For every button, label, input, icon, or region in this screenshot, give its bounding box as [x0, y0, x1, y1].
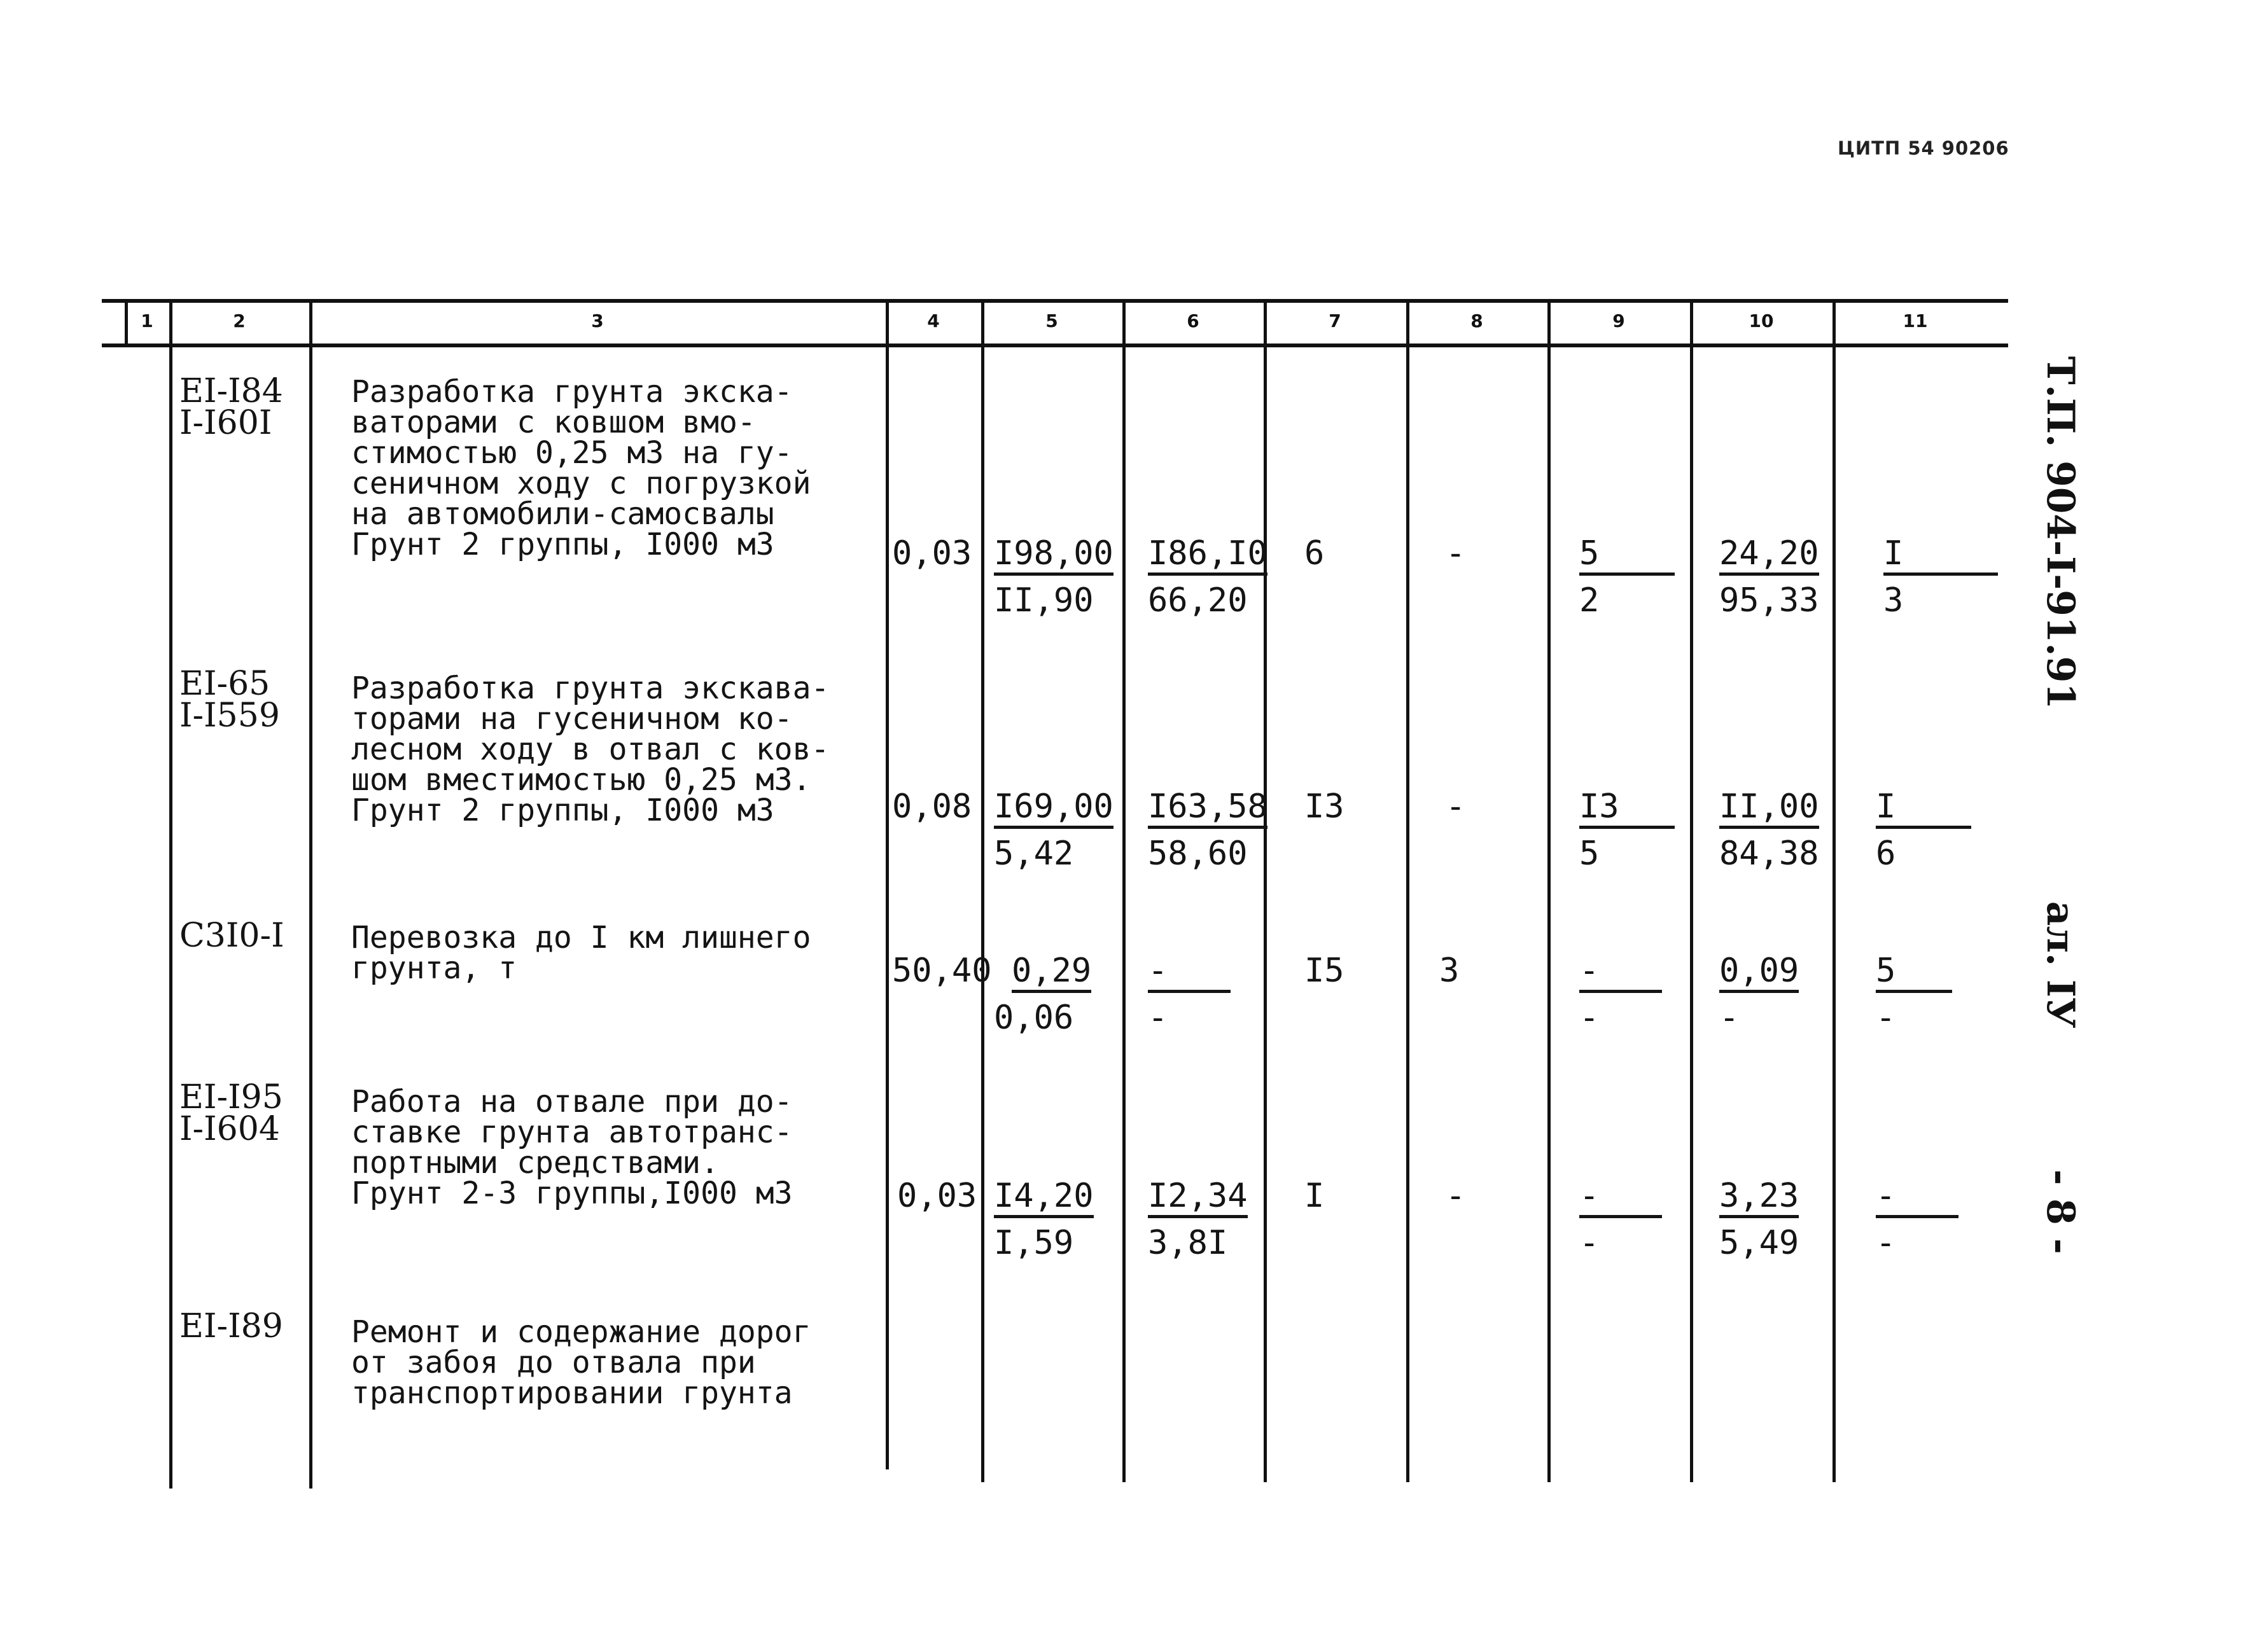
- header-col-7: 7: [1329, 310, 1341, 331]
- row-description: Разработка грунта экска- ваторами с ковшом вмо- стимостью 0,25 м3 на гу- сеничном ходу с погрузкой на автомобили-самосвалы Грунт 2 группы, I000 м3: [351, 374, 811, 562]
- cell-col6-top: I2,34: [1148, 1178, 1248, 1218]
- cell-col10-bottom: -: [1719, 999, 1740, 1037]
- row-description: Перевозка до I км лишнего грунта, т: [351, 920, 811, 986]
- row-code: ЕI-65 I-I559: [179, 665, 280, 735]
- side-label: [2028, 356, 2092, 1298]
- cell-col5-top: I4,20: [994, 1178, 1094, 1218]
- header-col-10: 10: [1749, 310, 1774, 331]
- cell-col11-top: I: [1883, 536, 1998, 576]
- cell-col7: I3: [1304, 788, 1344, 826]
- row-code: С3I0-I: [179, 917, 284, 955]
- cell-quantity: 50,40: [892, 952, 992, 990]
- cell-col6-bottom: 3,8I: [1148, 1224, 1228, 1262]
- cell-col8: -: [1446, 534, 1466, 573]
- cell-col8: 3: [1439, 952, 1460, 990]
- header-col-3: 3: [591, 310, 604, 331]
- col-line-3: [886, 299, 889, 1469]
- col-line-5: [1122, 299, 1126, 1482]
- cell-col9-bottom: -: [1579, 1224, 1600, 1262]
- cell-col5-bottom: 5,42: [994, 835, 1074, 873]
- cell-col9-top: I3: [1579, 789, 1675, 829]
- header-col-2: 2: [233, 310, 246, 331]
- cell-quantity: 0,03: [892, 534, 972, 573]
- cell-col10-bottom: 95,33: [1719, 581, 1819, 620]
- cell-col11-bottom: 3: [1883, 581, 1904, 620]
- cell-col5-bottom: II,90: [994, 581, 1094, 620]
- cell-col6-bottom: -: [1148, 999, 1168, 1037]
- header-col-9: 9: [1612, 310, 1625, 331]
- cell-col9-bottom: -: [1579, 999, 1600, 1037]
- row-code: ЕI-I84 I-I60I: [179, 372, 283, 442]
- row-code: ЕI-I95 I-I604: [179, 1078, 283, 1148]
- cell-col7: I5: [1304, 952, 1344, 990]
- col-line-9: [1690, 299, 1693, 1482]
- header-col-6: 6: [1187, 310, 1199, 331]
- cell-col11-bottom: 6: [1876, 835, 1896, 873]
- cell-col5-bottom: 0,06: [994, 999, 1074, 1037]
- cell-col5-top: I98,00: [994, 536, 1114, 576]
- header-col-5: 5: [1045, 310, 1058, 331]
- cell-col9-bottom: 5: [1579, 835, 1600, 873]
- cell-col11-top: -: [1876, 1178, 1958, 1218]
- cell-col10-top: 24,20: [1719, 536, 1819, 576]
- cell-quantity: 0,08: [892, 788, 972, 826]
- cell-col6-bottom: 58,60: [1148, 835, 1248, 873]
- header-col-11: 11: [1902, 310, 1928, 331]
- side-album: ал. IУ: [2038, 901, 2083, 1029]
- cell-col6-bottom: 66,20: [1148, 581, 1248, 620]
- row-description: Ремонт и содержание дорог от забоя до отвала при транспортировании грунта: [351, 1314, 811, 1411]
- col-line-10: [1833, 299, 1836, 1482]
- cell-col6-top: I63,58: [1148, 789, 1267, 829]
- header-col-4: 4: [927, 310, 940, 331]
- cell-col7: I: [1304, 1177, 1325, 1215]
- cell-col10-top: 3,23: [1719, 1178, 1799, 1218]
- cell-col10-bottom: 84,38: [1719, 835, 1819, 873]
- cell-col9-top: 5: [1579, 536, 1675, 576]
- cell-col8: -: [1446, 788, 1466, 826]
- cell-col10-top: 0,09: [1719, 953, 1799, 993]
- side-doc-number: Т.П. 904-I-91.91: [2038, 356, 2083, 709]
- cell-col11-top: I: [1876, 789, 1971, 829]
- row-code: ЕI-I89: [179, 1307, 283, 1345]
- side-page-number: - 8 -: [2038, 1169, 2083, 1254]
- col-line-6: [1264, 299, 1267, 1482]
- cell-col6-top: I86,I0: [1148, 536, 1267, 576]
- cell-col6-top: -: [1148, 953, 1231, 993]
- cell-col10-bottom: 5,49: [1719, 1224, 1799, 1262]
- cell-quantity: 0,03: [897, 1177, 977, 1215]
- cell-col5-top: I69,00: [994, 789, 1114, 829]
- document-stamp: ЦИТП 54 90206: [1838, 137, 2009, 159]
- header-col-8: 8: [1470, 310, 1483, 331]
- cell-col11-bottom: -: [1876, 1224, 1896, 1262]
- header-col-1: 1: [141, 310, 153, 331]
- table-top-rule: [102, 299, 2008, 303]
- side-label-text: [2038, 356, 2083, 1254]
- cell-col8: -: [1446, 1177, 1466, 1215]
- cell-col10-top: II,00: [1719, 789, 1819, 829]
- table-header-rule: [102, 344, 2008, 347]
- cell-col9-bottom: 2: [1579, 581, 1600, 620]
- col-line-1: [169, 299, 172, 1489]
- cell-col9-top: -: [1579, 953, 1662, 993]
- cell-col5-bottom: I,59: [994, 1224, 1074, 1262]
- col-line-8: [1547, 299, 1551, 1482]
- col-line-4: [981, 299, 984, 1482]
- col-line-7: [1406, 299, 1409, 1482]
- cell-col9-top: -: [1579, 1178, 1662, 1218]
- cell-col5-top: 0,29: [1012, 953, 1091, 993]
- row-description: Разработка грунта экскава- торами на гусеничном ко- лесном ходу в отвал с ков- шом вместимостью 0,25 м3. Грунт 2 группы, I000 м3: [351, 670, 830, 828]
- row-description: Работа на отвале при до- ставке грунта автотранс- портными средствами. Грунт 2-3 группы,I000 м3: [351, 1084, 793, 1211]
- cell-col11-top: 5: [1876, 953, 1952, 993]
- cell-col7: 6: [1304, 534, 1325, 573]
- cell-col11-bottom: -: [1876, 999, 1896, 1037]
